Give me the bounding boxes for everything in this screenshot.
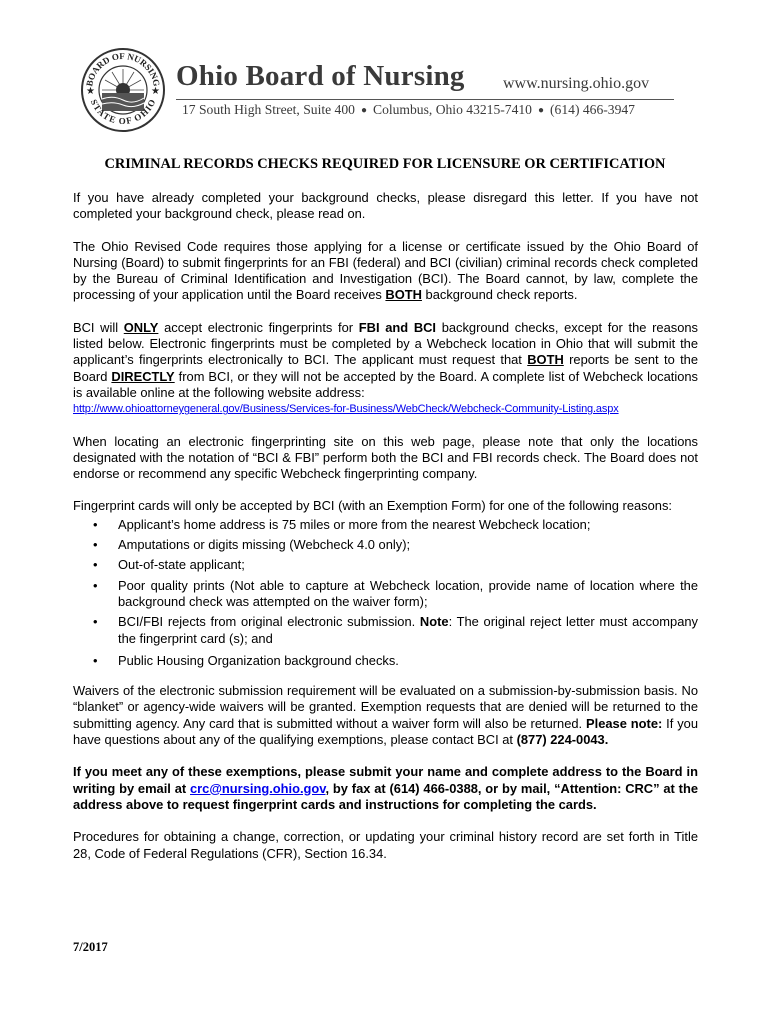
svg-text:★: ★ <box>151 86 160 97</box>
emphasis-both: BOTH <box>385 287 422 303</box>
list-item-text: : The original reject letter must accompany the fingerprint card (s); and <box>118 614 698 646</box>
paragraph-text: background checks, except for the reasons listed below. Electronic fingerprints must be completed by a Webcheck location in Ohio that will submit the applicant’s fingerprints electronically to BCI. The applicant must request that <box>73 319 698 368</box>
footer-date: 7/2017 <box>73 940 108 954</box>
paragraph-bci-electronic <box>73 320 698 401</box>
paragraph-procedures: Procedures for obtaining a change, correction, or updating your criminal history record are set forth in Title 28, Code of Federal Regulations (CFR), Section 16.34. <box>73 829 698 861</box>
emphasis-only: ONLY <box>123 319 159 335</box>
separator-dot: ● <box>360 105 367 116</box>
webcheck-listing-link[interactable]: http://www.ohioattorneygeneral.gov/Business/Services-for-Business/WebCheck/Webcheck-Community-Listing.aspx <box>73 403 619 416</box>
list-item-text: Out-of-state applicant; <box>118 557 245 573</box>
crc-email-link[interactable]: crc@nursing.ohio.gov <box>190 780 326 796</box>
list-item-text: Amputations or digits missing (Webcheck 4.0 only); <box>118 537 411 553</box>
list-item <box>73 537 698 553</box>
paragraph-waivers <box>73 683 698 748</box>
separator-dot: ● <box>537 105 545 116</box>
paragraph-submit-request <box>73 764 698 813</box>
address-line <box>182 102 635 118</box>
list-item <box>73 578 698 611</box>
phone-number: (614) 466-3947 <box>550 102 635 117</box>
board-seal-logo <box>80 47 166 133</box>
list-item <box>73 557 698 573</box>
paragraph-text: reports be sent to the Board <box>73 352 698 384</box>
list-item-text: Poor quality prints (Not able to capture at Webcheck location, provide name of location where the background check was attempted on the waiver form); <box>118 577 698 609</box>
svg-text:★: ★ <box>86 86 95 97</box>
seal-text-bottom: STATE OF OHIO <box>88 97 158 127</box>
paragraph-ohio-revised-code <box>73 239 698 304</box>
document-title: CRIMINAL RECORDS CHECKS REQUIRED FOR LICENSURE OR CERTIFICATION <box>104 156 666 172</box>
paragraph-text: background check reports. <box>421 287 578 303</box>
list-item-text: Applicant’s home address is 75 miles or more from the nearest Webcheck location; <box>118 516 591 532</box>
bullet-point: • <box>93 516 98 532</box>
list-item <box>73 614 698 647</box>
street-address: 17 South High Street, Suite 400 <box>182 102 355 117</box>
emphasis-directly: DIRECTLY <box>111 368 175 384</box>
emphasis-fbi-bci: FBI and BCI <box>358 319 437 335</box>
letter-body <box>73 190 698 878</box>
header-divider <box>176 99 674 100</box>
bullet-point: • <box>93 577 98 593</box>
exemption-reasons-list <box>73 517 698 669</box>
please-note-label: Please note: <box>586 715 663 731</box>
note-label: Note <box>419 614 449 630</box>
website-text: www.nursing.ohio.gov <box>503 75 650 92</box>
paragraph-text: The Ohio Revised Code requires those applying for a license or certificate issued by the Ohio Board of Nursing (Board) to submit fingerprints for an FBI (federal) and BCI (civilian) criminal records check completed by the Bureau of Criminal Identification and Investigation (BCI). The Board cannot, by law, complete the processing of your application until the Board receives <box>73 238 698 303</box>
list-item-text: Public Housing Organization background checks. <box>118 652 399 668</box>
emphasis-both: BOTH <box>527 352 564 368</box>
paragraph-text: accept electronic fingerprints for <box>158 319 359 335</box>
seal-text-top: BOARD OF NURSING <box>84 50 162 88</box>
paragraph-fingerprint-cards: Fingerprint cards will only be accepted by BCI (with an Exemption Form) for one of the following reasons: <box>73 498 672 514</box>
bullet-point: • <box>93 537 98 553</box>
paragraph-text: BCI will <box>73 319 124 335</box>
paragraph-text: Waivers of the electronic submission requirement will be evaluated on a submission-by-submission basis. No “blanket” or agency-wide waivers will be granted. Exemption requests that are denied will be returned to the submitting agency. Any card that is submitted without a waiver form will also be returned. <box>73 683 698 731</box>
paragraph-locating-site: When locating an electronic fingerprinting site on this web page, please note that only the locations designated with the notation of “BCI & FBI” perform both the BCI and FBI records check. The Board does not endorse or recommend any specific Webcheck fingerprinting company. <box>73 433 698 482</box>
bci-phone: (877) 224-0043. <box>516 732 609 748</box>
paragraph-intro: If you have already completed your background checks, please disregard this letter. If you have not completed your background check, please read on. <box>73 190 698 222</box>
paragraph-text: If you meet any of these exemptions, please submit your name and complete address to the Board in writing by email at <box>73 764 698 796</box>
paragraph-text: If you have questions about any of the qualifying exemptions, please contact BCI at <box>73 715 698 748</box>
bullet-point: • <box>93 614 98 630</box>
paragraph-text: , by fax at (614) 466-0388, or by mail, “Attention: CRC” at the address above to request fingerprint cards and instructions for completing the cards. <box>73 780 698 812</box>
city-address: Columbus, Ohio 43215-7410 <box>373 102 532 117</box>
bullet-point: • <box>93 557 98 573</box>
paragraph-text: from BCI, or they will not be accepted by the Board. A complete list of Webcheck locations is available online at the following website address: <box>73 368 698 400</box>
list-item <box>73 517 698 533</box>
list-item-text: BCI/FBI rejects from original electronic submission. <box>118 614 420 630</box>
bullet-point: • <box>93 652 98 668</box>
org-name: Ohio Board of Nursing <box>176 60 465 92</box>
list-item <box>73 653 698 669</box>
